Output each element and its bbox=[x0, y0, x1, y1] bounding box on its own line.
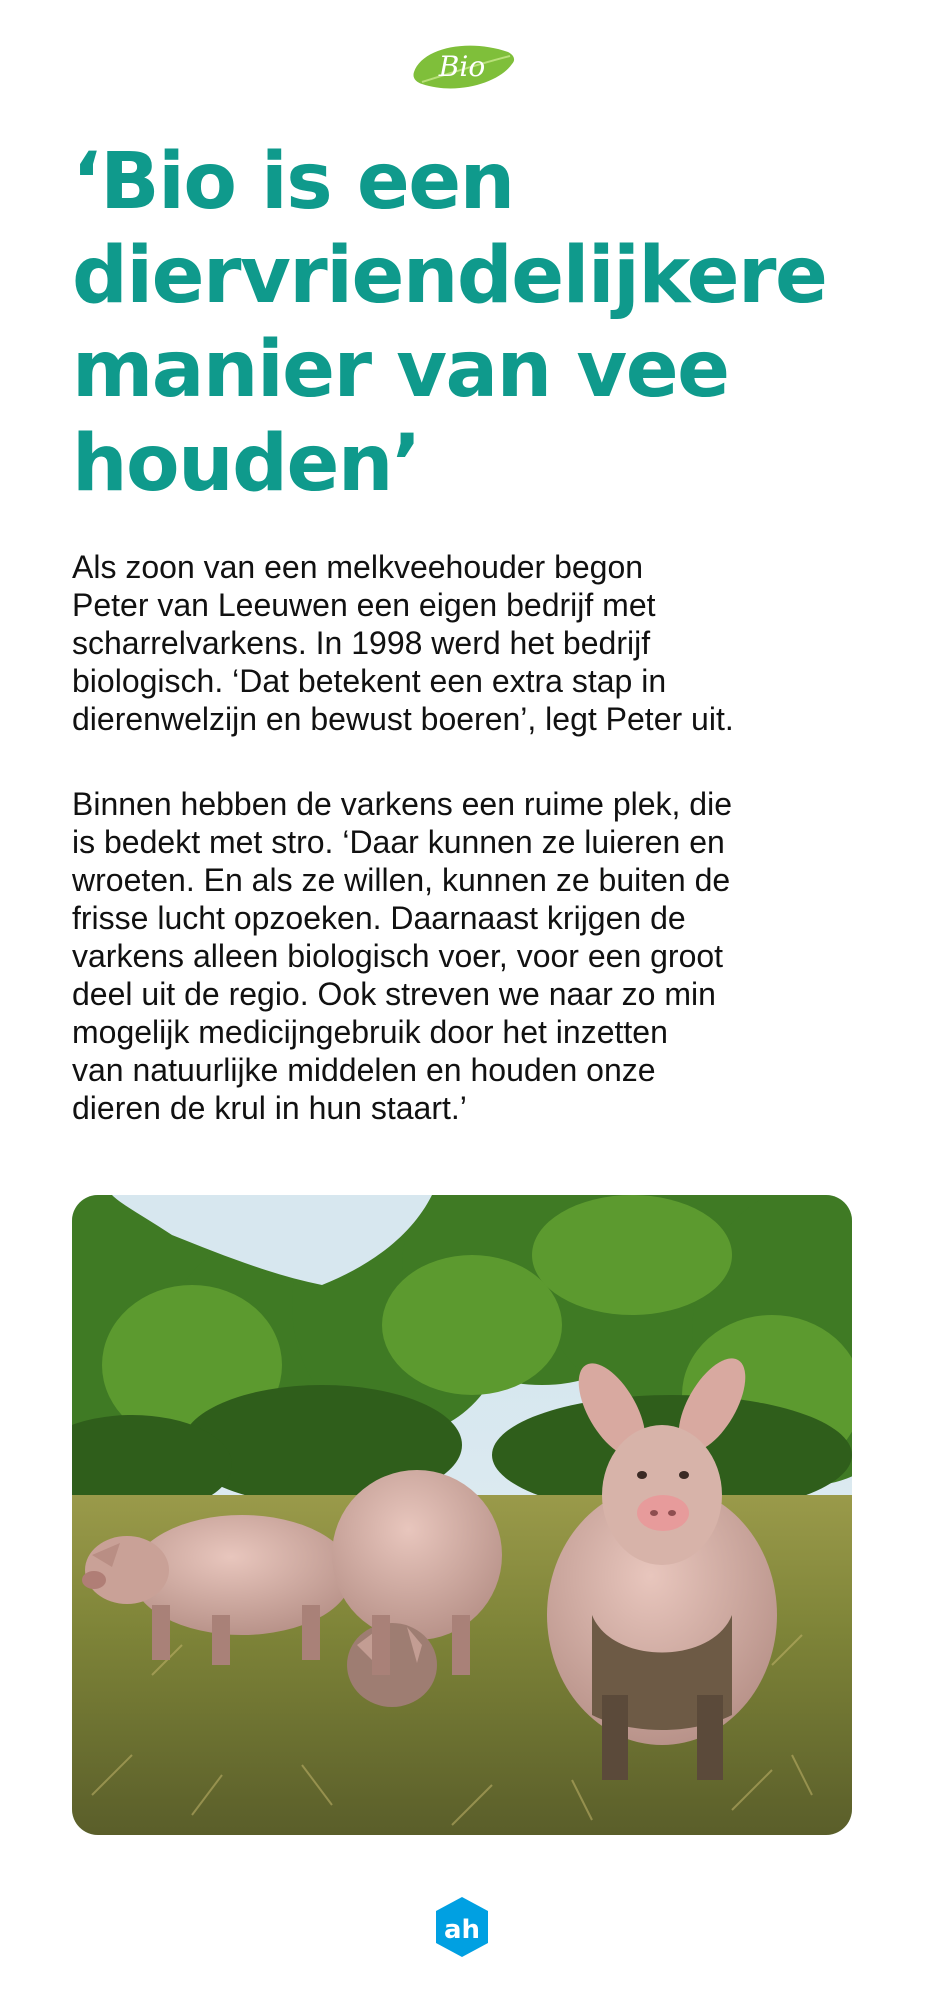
bio-badge bbox=[408, 38, 520, 98]
pigs-photo bbox=[72, 1195, 852, 1835]
paragraph-line: frisse lucht opzoeken. Daarnaast krijgen de bbox=[72, 900, 686, 936]
headline-line: diervriendelijkere bbox=[72, 231, 827, 321]
headline-line: ‘Bio is een bbox=[72, 137, 514, 227]
paragraph-line: Als zoon van een melkveehouder begon bbox=[72, 549, 644, 585]
pigs-illustration bbox=[72, 1195, 852, 1835]
paragraph-line: scharrelvarkens. In 1998 werd het bedrijf bbox=[72, 625, 651, 661]
detail-paragraph bbox=[72, 785, 862, 1127]
paragraph-line: is bedekt met stro. ‘Daar kunnen ze luieren en bbox=[72, 824, 725, 860]
paragraph-line: deel uit de regio. Ook streven we naar zo min bbox=[72, 976, 716, 1012]
ah-logo bbox=[432, 1895, 492, 1961]
paragraph-line: biologisch. ‘Dat betekent een extra stap in bbox=[72, 663, 667, 699]
bio-leaf-icon bbox=[408, 38, 520, 98]
intro-paragraph bbox=[72, 548, 862, 738]
paragraph-line: mogelijk medicijngebruik door het inzetten bbox=[72, 1014, 668, 1050]
paragraph-line: van natuurlijke middelen en houden onze bbox=[72, 1052, 656, 1088]
headline-line: manier van vee bbox=[72, 325, 729, 415]
paragraph-line: dierenwelzijn en bewust boeren’, legt Peter uit. bbox=[72, 701, 734, 737]
headline bbox=[72, 135, 872, 511]
paragraph-line: varkens alleen biologisch voer, voor een groot bbox=[72, 938, 724, 974]
paragraph-line: wroeten. En als ze willen, kunnen ze buiten de bbox=[72, 862, 731, 898]
paragraph-line: dieren de krul in hun staart.’ bbox=[72, 1090, 467, 1126]
paragraph-line: Peter van Leeuwen een eigen bedrijf met bbox=[72, 587, 656, 623]
headline-line: houden’ bbox=[72, 419, 421, 509]
ah-logo-icon bbox=[432, 1895, 492, 1961]
paragraph-line: Binnen hebben de varkens een ruime plek, die bbox=[72, 786, 732, 822]
svg-text:Bio: Bio bbox=[438, 50, 486, 83]
svg-text:ah: ah bbox=[443, 1915, 481, 1945]
